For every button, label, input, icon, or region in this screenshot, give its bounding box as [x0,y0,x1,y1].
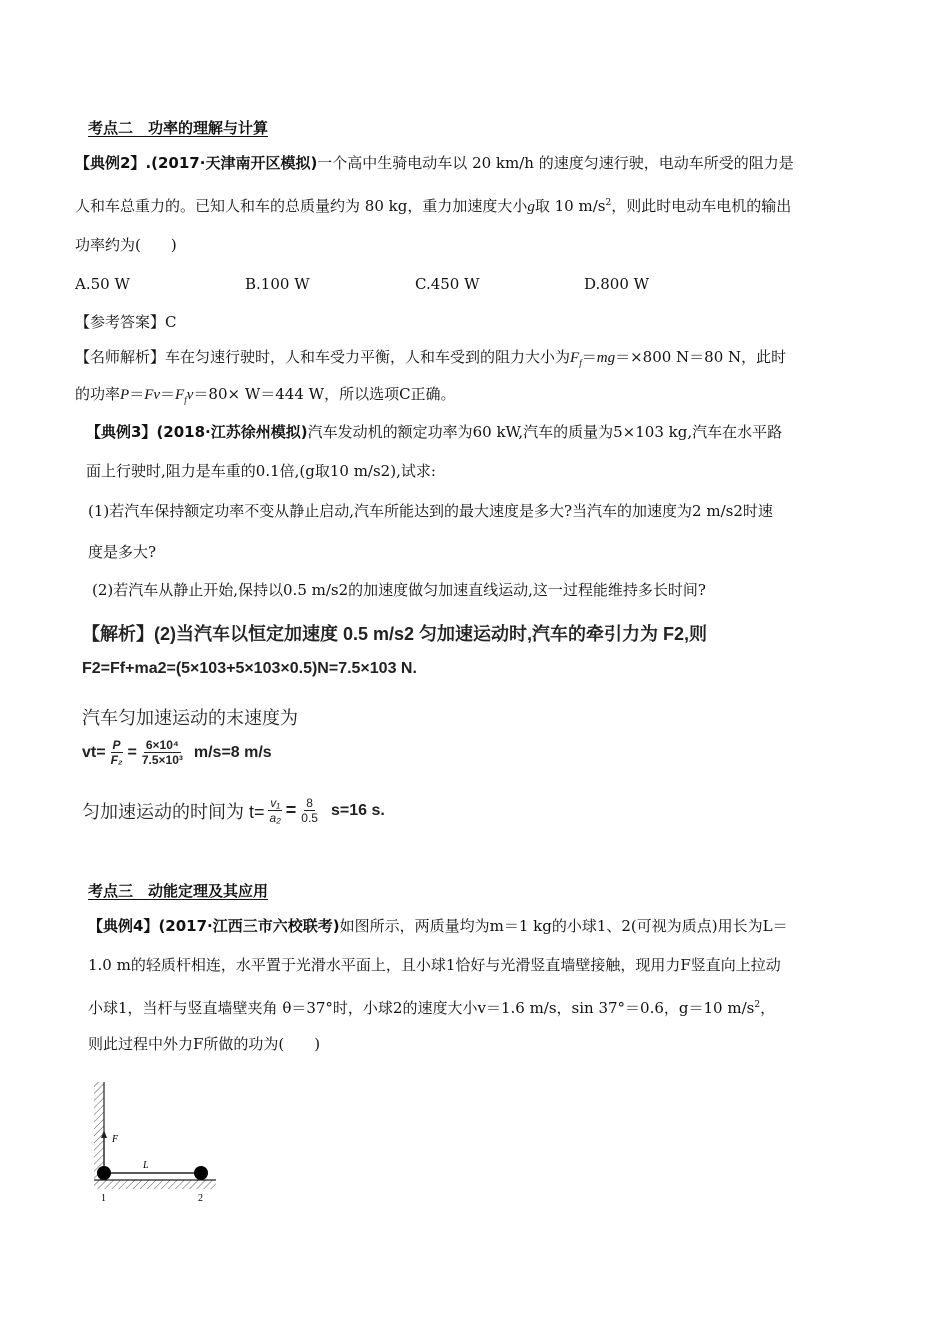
frac4-num: 8 [306,796,313,810]
example3-source: (2018·江苏徐州模拟) [156,423,308,441]
example2-label: 【典例2】 [75,154,146,172]
option-c: C.450 W [415,275,480,293]
example2-text1: 一个高中生骑电动车以 20 km/h 的速度匀速行驶，电动车所受的阻力是 [317,154,794,172]
analysis-label: 【名师解析】 [75,348,166,366]
vt-eq: = [127,743,137,761]
fraction-8-over-05 [299,796,320,825]
floor-hatch [94,1180,216,1189]
example2-analysis-line1 [75,347,786,374]
example3-q2: (2)若汽车从静止开始,保持以0.5 m/s2的加速度做匀加速直线运动,这一过程能维持多长时间? [92,581,706,599]
solution-vt-formula [82,738,272,767]
var-fv: Fv [144,387,161,403]
solution-line3: 汽车匀加速运动的末速度为 [82,708,298,728]
length-label: L [143,1160,149,1171]
time-result: s=16 s. [330,801,385,819]
analysis-text2d: ＝80× W＝444 W，所以选项C正确。 [193,385,456,403]
frac3-num: v₁ [270,796,281,810]
var-ffv-sub: f [184,395,187,405]
example4-line2: 1.0 m的轻质杆相连，水平置于光滑水平面上，且小球1恰好与光滑竖直墙壁接触，现用力F竖直向上拉动 [88,956,781,974]
example2-g: g [527,199,535,215]
var-mg: mg [596,350,616,366]
example2-text2d: ，则此时电动车电机的输出 [611,197,792,215]
ball1-label: 1 [101,1193,106,1204]
ball2-label: 2 [198,1193,203,1204]
example2-source: .(2017·天津南开区模拟) [145,154,318,172]
analysis-eq2: ＝ [129,385,145,403]
fraction-p-over-f2 [109,738,125,767]
analysis-eq1: ＝ [581,348,597,366]
var-ffv: F [175,387,185,403]
example2-line3: 功率约为( ) [75,236,177,254]
var-p: P [120,387,130,403]
option-d: D.800 W [584,275,650,293]
solution-time-formula [82,796,385,825]
wall-rod-figure [86,1080,226,1205]
example2-line1 [75,153,794,173]
section-title-power: 考点二 功率的理解与计算 [88,119,269,137]
example4-text3-end: ， [760,999,776,1017]
fraction-values [140,738,185,767]
option-a: A.50 W [75,275,130,293]
frac3-den: a₂ [269,811,281,825]
frac1-den: F₂ [110,753,123,767]
example2-text2c: 取 10 m/s [534,197,606,215]
example2-answer: 【参考答案】C [75,313,177,331]
option-b: B.100 W [245,275,310,293]
example3-label: 【典例3】 [86,423,157,441]
var-ff: F [570,350,580,366]
example2-analysis-line2 [75,384,456,411]
vt-label: vt= [82,743,106,761]
ball-1 [97,1166,111,1180]
example3-q1a: (1)若汽车保持额定功率不变从静止启动,汽车所能达到的最大速度是多大?当汽车的加速度为2 m/s2时速 [88,502,773,520]
frac1-num: P [112,738,121,752]
example2-text2a: 人和车总重力的 [75,197,181,215]
example4-line3: 小球1，当杆与竖直墙壁夹角 θ＝37°时，小球2的速度大小v＝1.6 m/s，sin 37°＝0.6，g＝10 $m/s^2$， [88,999,776,1017]
example2-line2: 人和车总重力的。已知人和车的总质量约为 80 kg，重力加速度大小g取 10 $m/s^2$，则此时电动车电机的输出 [75,197,792,215]
solution-line2: F2=Ff+ma2=(5×103+5×103×0.5)N=7.5×103 N. [82,660,417,677]
time-eq: = [285,800,297,820]
example3-line1 [86,422,782,442]
example4-text1: 如图所示，两质量均为m＝1 kg的小球1、2(可视为质点)用长为L＝ [339,917,788,935]
var-ffv-v: v [186,387,194,403]
frac2-num: 6×10⁴ [145,738,179,752]
var-ff-sub: f [579,358,582,368]
analysis-text1c: ＝×800 N＝80 N，此时 [615,348,787,366]
example4-line1 [88,916,788,936]
analysis-text1a: 车在匀速行驶时，人和车受力平衡，人和车受到的阻力大小为 [165,348,571,366]
example4-text3: 小球1，当杆与竖直墙壁夹角 θ＝37°时，小球2的速度大小v＝1.6 m/s，sin 37°＝0.6，g＝10 m/s [88,999,755,1017]
vt-result: m/s=8 m/s [193,743,272,761]
example4-source: (2017·江西三市六校联考) [158,917,340,935]
example4-label: 【典例4】 [88,917,159,935]
fraction-v-over-a [268,796,283,825]
analysis-text2a: 的功率 [75,385,121,403]
solution-label: 【解析】 [82,624,154,644]
example2-text2b: 。已知人和车的总质量约为 80 kg，重力加速度大小 [180,197,528,215]
frac4-den: 0.5 [301,811,318,825]
wall-hatch [94,1082,104,1180]
force-label: F [112,1134,119,1145]
example3-q1b: 度是多大? [88,543,157,561]
example4-line4: 则此过程中外力F所做的功为( ) [88,1035,321,1053]
ball-2 [194,1166,208,1180]
frac2-den: 7.5×10³ [141,753,183,767]
analysis-eq3: ＝ [160,385,176,403]
solution-line1 [82,620,707,646]
example3-text1: 汽车发动机的额定功率为60 kW,汽车的质量为5×103 kg,汽车在水平路 [307,423,783,441]
example3-line2: 面上行驶时,阻力是车重的0.1倍,(g取10 m/s2),试求: [86,462,436,480]
solution-text1: (2)当汽车以恒定加速度 0.5 m/s2 匀加速运动时,汽车的牵引力为 F2,则 [154,624,708,644]
section-title-kinetic-energy: 考点三 动能定理及其应用 [88,882,269,900]
time-label: 匀加速运动的时间为 t= [82,801,265,822]
